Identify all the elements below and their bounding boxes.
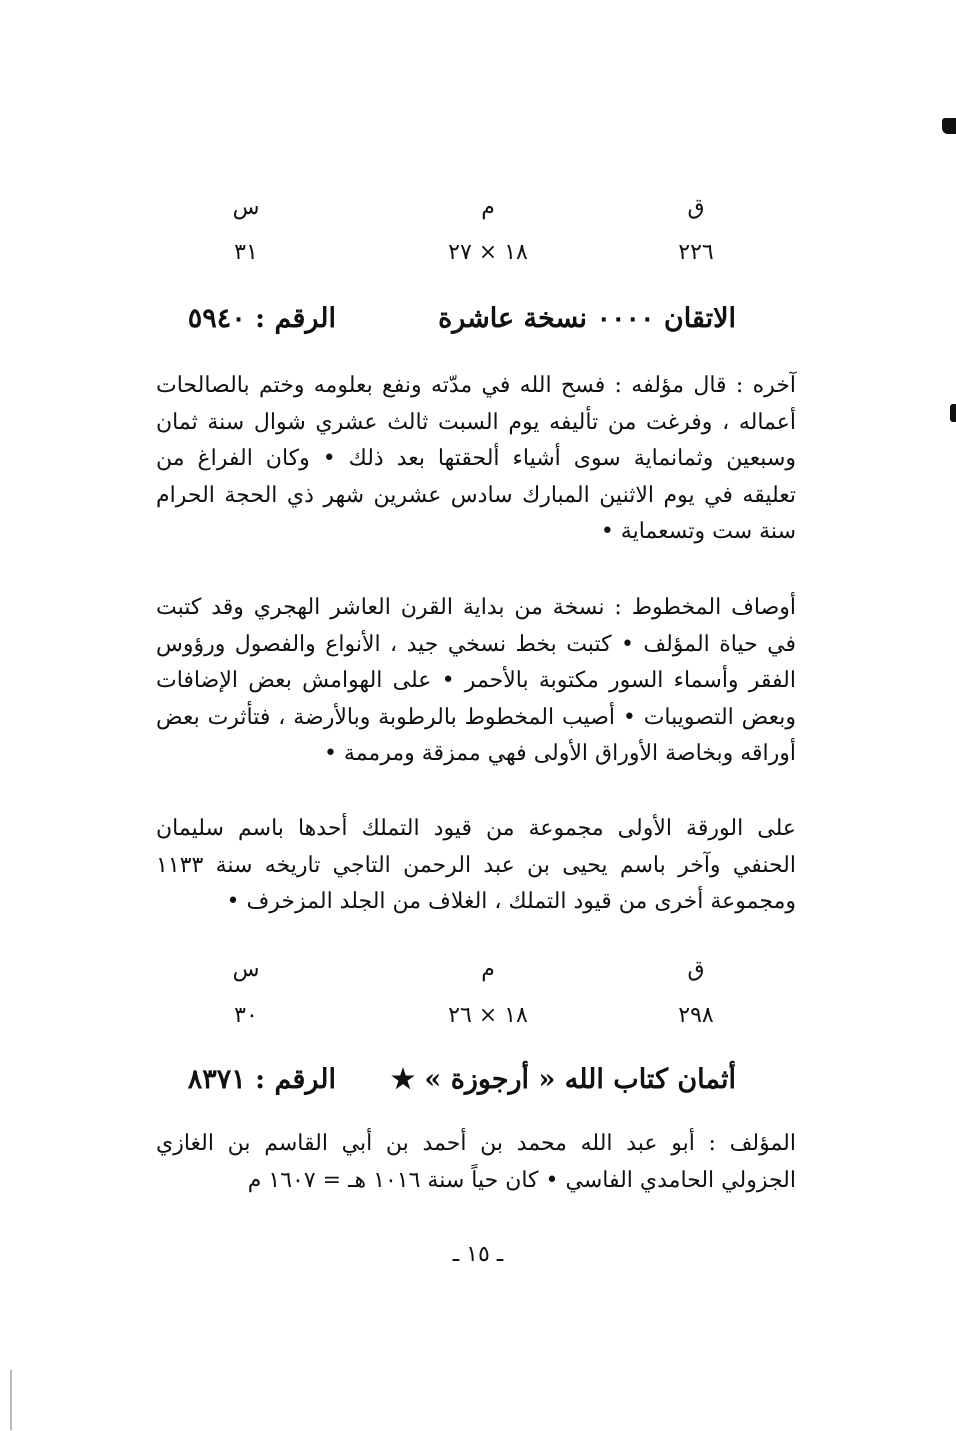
entry1-meta-values	[0, 240, 956, 280]
entry2-meta-labels	[0, 957, 956, 997]
lines-label: س	[232, 957, 260, 982]
scan-artifact-line	[10, 1370, 12, 1430]
ending-paragraph: آخره : قال مؤلفه : فسح الله في مدّته ونفع بعلومه وختم بالصالحات أعماله ، وفرغت من تأليفه يوم السبت ثالث عشري شوال سنة ثمان وسبعين وثمانماية سوى أشياء ألحقتها بعد ذلك • وكان الفراغ من تعليقه في يوم الاثنين المبارك سادس عشرين شهر ذي الحجة الحرام سنة ست وتسعماية •	[156, 373, 796, 544]
entry1-meta-labels	[0, 195, 956, 235]
entry-number: الرقم : ٥٩٤٠	[187, 303, 336, 334]
lines-value: ٣١	[234, 240, 258, 265]
leaves-label: ق	[687, 957, 705, 982]
page-number: ـ ١٥ ـ	[452, 1242, 504, 1267]
leaves-value: ٢٢٦	[678, 240, 714, 265]
size-label: م	[481, 957, 495, 982]
entry1-heading	[0, 303, 956, 347]
entry2-meta-values	[0, 1003, 956, 1043]
author-paragraph: المؤلف : أبو عبد الله محمد بن أحمد بن أبي القاسم بن الغازي الجزولي الحامدي الفاسي • كان حياً سنة ١٠١٦ هـ = ١٦٠٧ م	[156, 1131, 796, 1193]
entry2-heading	[0, 1064, 956, 1108]
size-value: ١٨ × ٢٦	[448, 1003, 528, 1028]
size-label: م	[481, 195, 495, 220]
lines-label: س	[232, 195, 260, 220]
scan-artifact-mark	[942, 118, 956, 134]
ownership-paragraph: على الورقة الأولى مجموعة من قيود التملك أحدها باسم سليمان الحنفي وآخر باسم يحيى بن عبد الرحمن التاجي تاريخه سنة ١١٣٣ ومجموعة أخرى من قيود التملك ، الغلاف من الجلد المزخرف •	[156, 816, 796, 914]
lines-value: ٣٠	[234, 1003, 258, 1028]
entry-title: أثمان كتاب الله « أرجوزة » ★	[390, 1064, 736, 1095]
leaves-value: ٢٩٨	[678, 1003, 714, 1028]
size-value: ١٨ × ٢٧	[448, 240, 528, 265]
entry-number: الرقم : ٨٣٧١	[187, 1064, 336, 1095]
leaves-label: ق	[687, 195, 705, 220]
scan-artifact-mark	[950, 404, 956, 422]
description-paragraph: أوصاف المخطوط : نسخة من بداية القرن العاشر الهجري وقد كتبت في حياة المؤلف • كتبت بخط نسخي جيد ، الأنواع والفصول ورؤوس الفقر وأسماء السور مكتوبة بالأحمر • على الهوامش بعض الإضافات وبعض التصويبات • أصيب المخطوط بالرطوبة وبالأرضة ، فتأثرت بعض أوراقه وبخاصة الأوراق الأولى فهي ممزقة ومرممة •	[156, 595, 796, 766]
entry-title: الاتقان ٠٠٠٠ نسخة عاشرة	[438, 303, 736, 334]
